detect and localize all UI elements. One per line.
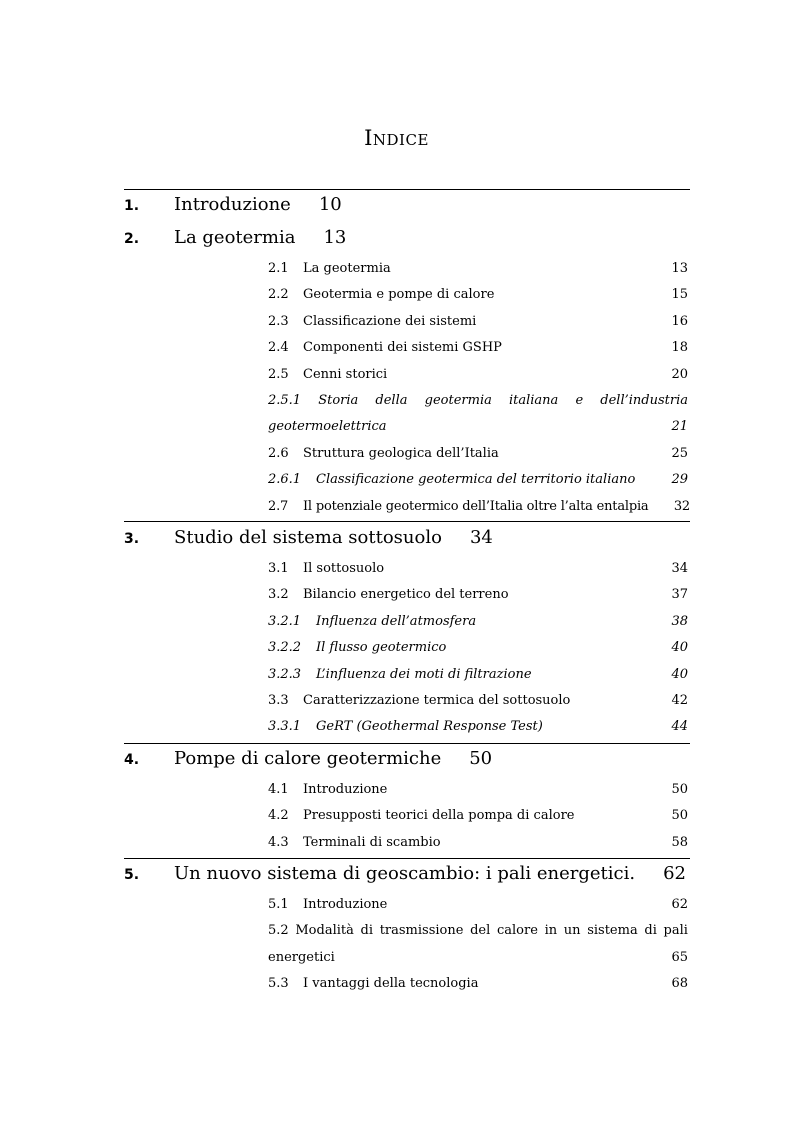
toc-subsection-cont[interactable]: geotermoelettrica 21	[268, 419, 688, 434]
toc-subsection[interactable]: 3.2.1 Influenza dell’atmosfera 38	[268, 614, 688, 629]
divider	[124, 858, 690, 859]
chapter-page: 62	[663, 863, 687, 884]
toc-section[interactable]: 2.2 Geotermia e pompe di calore 15	[268, 287, 688, 302]
toc-section[interactable]: 5.1 Introduzione 62	[268, 897, 688, 912]
toc-section[interactable]: 2.1 La geotermia 13	[268, 261, 688, 276]
toc-section[interactable]: 2.4 Componenti dei sistemi GSHP 18	[268, 340, 688, 355]
chapter-page: 10	[318, 194, 342, 215]
toc-section-wrapped[interactable]: 5.2 Modalità di trasmissione del calore in un sistema di pali	[268, 923, 688, 938]
toc-subsection[interactable]: 3.2.3 L’influenza dei moti di filtrazione 40	[268, 667, 688, 682]
toc-chapter-1[interactable]: 1. Introduzione 10	[124, 194, 342, 215]
toc-subsection[interactable]: 2.6.1 Classificazione geotermica del territorio italiano 29	[268, 472, 688, 487]
toc-section[interactable]: 2.3 Classificazione dei sistemi 16	[268, 314, 688, 329]
toc-chapter-2[interactable]: 2. La geotermia 13	[124, 227, 347, 248]
toc-chapter-5[interactable]: 5. Un nuovo sistema di geoscambio: i pali energetici. 62	[124, 863, 687, 884]
chapter-title: Introduzione	[174, 194, 291, 215]
toc-chapter-3[interactable]: 3. Studio del sistema sottosuolo 34	[124, 527, 493, 548]
toc-subsection[interactable]: 3.3.1 GeRT (Geothermal Response Test) 44	[268, 719, 688, 734]
chapter-page: 50	[469, 748, 493, 769]
toc-section[interactable]: 2.6 Struttura geologica dell’Italia 25	[268, 446, 688, 461]
divider	[124, 189, 690, 190]
toc-section[interactable]: 4.1 Introduzione 50	[268, 782, 688, 797]
toc-section[interactable]: 2.7 Il potenziale geotermico dell’Italia oltre l’alta entalpia 32	[268, 499, 690, 514]
toc-section[interactable]: 3.3 Caratterizzazione termica del sottosuolo 42	[268, 693, 688, 708]
chapter-page: 34	[469, 527, 493, 548]
toc-section-cont[interactable]: energetici 65	[268, 950, 688, 965]
toc-section[interactable]: 4.3 Terminali di scambio 58	[268, 835, 688, 850]
chapter-title: Pompe di calore geotermiche	[174, 748, 442, 769]
page-title: INDICE	[364, 126, 429, 150]
toc-section[interactable]: 4.2 Presupposti teorici della pompa di calore 50	[268, 808, 688, 823]
toc-chapter-4[interactable]: 4. Pompe di calore geotermiche 50	[124, 748, 493, 769]
toc-subsection[interactable]: 3.2.2 Il flusso geotermico 40	[268, 640, 688, 655]
chapter-title: Studio del sistema sottosuolo	[174, 527, 442, 548]
toc-subsection-wrapped[interactable]: 2.5.1 Storia della geotermia italiana e dell’industria	[268, 393, 688, 408]
toc-section[interactable]: 3.1 Il sottosuolo 34	[268, 561, 688, 576]
toc-section[interactable]: 3.2 Bilancio energetico del terreno 37	[268, 587, 688, 602]
chapter-title: La geotermia	[174, 227, 296, 248]
toc-section[interactable]: 5.3 I vantaggi della tecnologia 68	[268, 976, 688, 991]
chapter-page: 13	[323, 227, 347, 248]
divider	[124, 521, 690, 522]
chapter-title: Un nuovo sistema di geoscambio: i pali energetici.	[174, 863, 636, 884]
toc-section[interactable]: 2.5 Cenni storici 20	[268, 367, 688, 382]
divider	[124, 743, 690, 744]
